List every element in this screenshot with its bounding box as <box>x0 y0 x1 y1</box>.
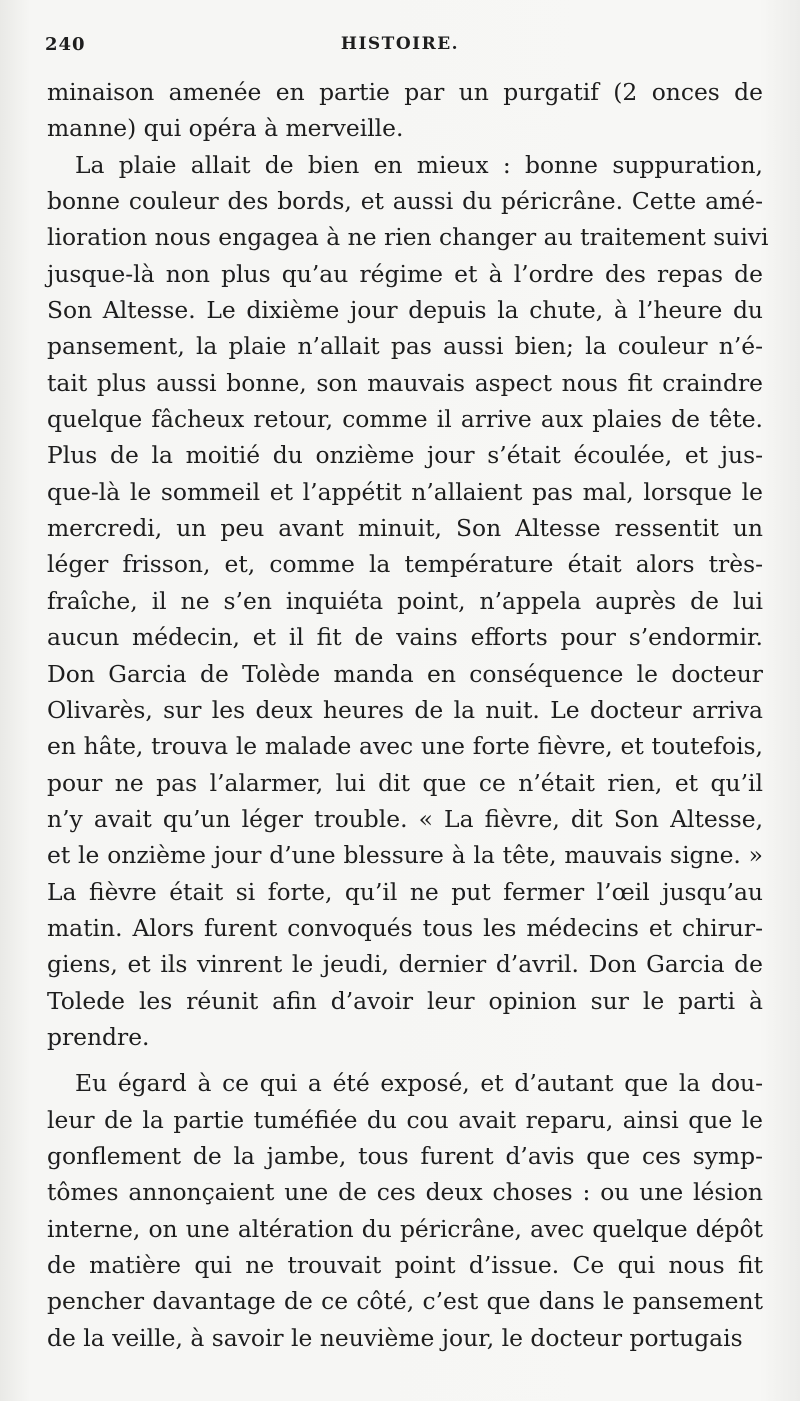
text-line: Eu égard à ce qui a été exposé, et d’autant que la dou- <box>75 1069 763 1098</box>
text-line: leur de la partie tuméfiée du cou avait reparu, ainsi que le <box>47 1105 763 1134</box>
text-line: fraîche, il ne s’en inquiéta point, n’appela auprès de lui <box>47 586 763 615</box>
text-line: lioration nous engagea à ne rien changer au traitement suivi <box>47 223 769 252</box>
text-line: matin. Alors furent convoqués tous les médecins et chirur- <box>47 913 763 942</box>
text-line: minaison amenée en partie par un purgatif (2 onces de <box>47 78 763 106</box>
text-line: Don Garcia de Tolède manda en conséquence le docteur <box>47 659 763 688</box>
text-line: Olivarès, sur les deux heures de la nuit. Le docteur arriva <box>47 695 763 724</box>
text-line: jusque-là non plus qu’au régime et à l’ordre des repas de <box>47 259 763 288</box>
page-header <box>45 34 755 64</box>
text-line: aucun médecin, et il fit de vains efforts pour s’endormir. <box>47 623 763 652</box>
text-line: gonflement de la jambe, tous furent d’avis que ces symp- <box>47 1141 763 1170</box>
text-line: que-là le sommeil et l’appétit n’allaient pas mal, lorsque le <box>47 477 763 506</box>
text-line: pour ne pas l’alarmer, lui dit que ce n’était rien, et qu’il <box>47 768 763 797</box>
text-line: bonne couleur des bords, et aussi du péricrâne. Cette amé- <box>47 187 763 216</box>
paragraph <box>47 74 763 147</box>
text-line: pencher davantage de ce côté, c’est que dans le pansement <box>47 1287 763 1316</box>
text-line: en hâte, trouva le malade avec une forte fièvre, et toutefois, <box>47 732 763 761</box>
text-line: giens, et ils vinrent le jeudi, dernier d’avril. Don Garcia de <box>47 950 763 979</box>
text-line: et le onzième jour d’une blessure à la tête, mauvais signe. » <box>47 841 763 870</box>
text-line: de la veille, à savoir le neuvième jour, le docteur portugais <box>47 1323 743 1352</box>
body-text <box>47 74 769 1356</box>
text-line: manne) qui opéra à merveille. <box>47 114 404 143</box>
text-line: La fièvre était si forte, qu’il ne put fermer l’œil jusqu’au <box>47 877 763 906</box>
text-line: n’y avait qu’un léger trouble. « La fièvre, dit Son Altesse, <box>47 804 763 833</box>
text-line: tômes annonçaient une de ces deux choses : ou une lésion <box>47 1178 763 1207</box>
text-line: Plus de la moitié du onzième jour s’était écoulée, et jus- <box>47 441 763 470</box>
paragraph <box>47 1065 763 1356</box>
text-line: prendre. <box>47 1022 150 1051</box>
running-head: HISTOIRE. <box>340 34 460 54</box>
text-line: léger frisson, et, comme la température était alors très- <box>47 550 763 579</box>
text-line: quelque fâcheux retour, comme il arrive aux plaies de tête. <box>47 405 763 434</box>
paragraph-gap <box>47 1055 763 1065</box>
text-line: La plaie allait de bien en mieux : bonne suppuration, <box>75 150 763 179</box>
text-line: tait plus aussi bonne, son mauvais aspect nous fit craindre <box>47 368 763 397</box>
text-line: Tolede les réunit afin d’avoir leur opinion sur le parti à <box>47 986 763 1015</box>
page-number: 240 <box>45 34 86 55</box>
text-line: interne, on une altération du péricrâne, avec quelque dépôt <box>47 1214 763 1243</box>
text-line: de matière qui ne trouvait point d’issue. Ce qui nous fit <box>47 1251 763 1279</box>
paragraph <box>47 147 769 1056</box>
text-line: pansement, la plaie n’allait pas aussi bien; la couleur n’é- <box>47 332 763 361</box>
text-line: mercredi, un peu avant minuit, Son Altesse ressentit un <box>47 514 763 543</box>
text-line: Son Altesse. Le dixième jour depuis la chute, à l’heure du <box>47 296 763 325</box>
